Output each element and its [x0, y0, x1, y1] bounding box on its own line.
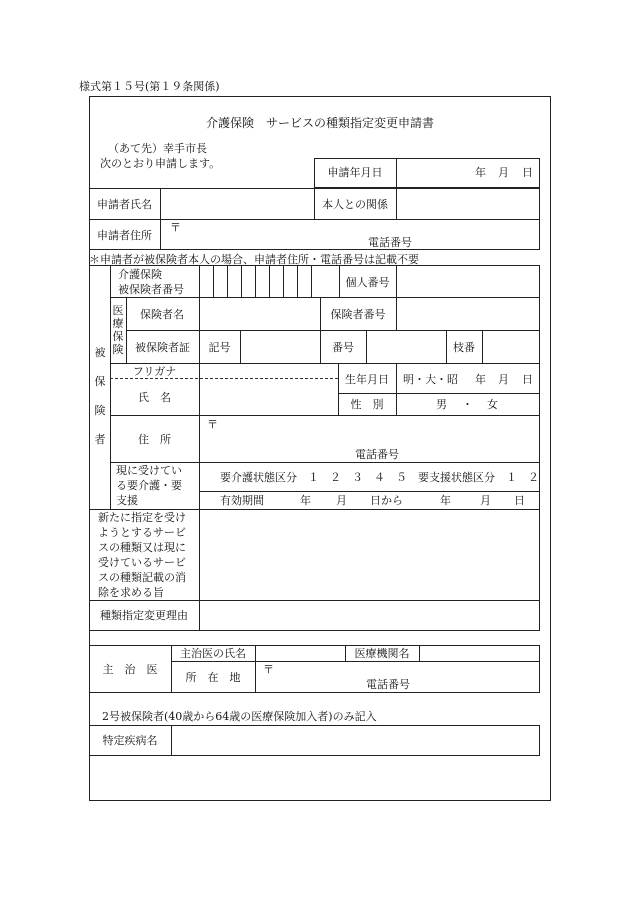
relation-label: 本人との関係 — [322, 198, 388, 211]
physician-phone-label: 電話番号 — [366, 678, 410, 691]
application-year-label: 年 — [475, 166, 486, 179]
type2-note: 2号被保険者(40歳から64歳の医療保険加入者)のみ記入 — [102, 710, 377, 723]
new-designation-field[interactable] — [201, 511, 538, 598]
birth-date-label: 生年月日 — [345, 373, 389, 386]
ltc-number-label-1: 介護保険 — [118, 268, 162, 281]
birth-month-label: 月 — [498, 373, 509, 386]
furigana-label: フリガナ — [132, 365, 177, 378]
form-title: 介護保険 サービスの種類指定変更申請書 — [205, 116, 434, 130]
applicant-name-field[interactable] — [163, 190, 311, 217]
application-date-field[interactable] — [400, 160, 470, 186]
insured-side-label: 被保険者 — [94, 346, 106, 446]
insurer-name-label: 保険者名 — [140, 308, 184, 321]
validity-from-month: 月 — [336, 494, 347, 507]
insured-postal-mark: 〒 — [207, 418, 218, 431]
symbol-field[interactable] — [242, 332, 318, 361]
insured-card-label: 被保険者証 — [135, 341, 190, 354]
insured-phone-label: 電話番号 — [355, 448, 399, 461]
sex-option-male[interactable]: 男 — [436, 398, 447, 411]
validity-to-year: 年 — [440, 494, 451, 507]
care-level-options[interactable]: 要介護状態区分 １ ２ ３ ４ ５ 要支援状態区分 １ ２ — [220, 471, 539, 484]
sex-option-female[interactable]: 女 — [487, 398, 498, 411]
current-care-label-3: 支援 — [116, 494, 138, 507]
intro-text: 次のとおり申請します。 — [100, 157, 221, 170]
application-month-label: 月 — [498, 166, 509, 179]
birth-era-options[interactable]: 明・大・昭 — [403, 373, 458, 386]
disease-field[interactable] — [173, 727, 538, 754]
branch-label: 枝番 — [453, 341, 475, 354]
applicant-address-label: 申請者住所 — [97, 229, 152, 242]
physician-postal-mark: 〒 — [263, 663, 274, 676]
sex-label: 性 別 — [350, 398, 384, 411]
physician-location-label: 所 在 地 — [185, 671, 241, 684]
relation-field[interactable] — [399, 190, 537, 217]
insurer-name-field[interactable] — [202, 299, 318, 328]
physician-location-field[interactable] — [257, 663, 538, 691]
validity-from-day: 日から — [370, 494, 403, 507]
note-text: ＊申請者が被保険者本人の場合、申請者住所・電話番号は記載不要 — [89, 253, 419, 266]
validity-label: 有効期間 — [220, 494, 264, 507]
insured-name-label: 氏 名 — [138, 391, 171, 404]
physician-name-label: 主治医の氏名 — [180, 647, 246, 660]
application-date-label: 申請年月日 — [327, 166, 383, 179]
insured-name-field[interactable] — [201, 380, 336, 413]
validity-to-month: 月 — [480, 494, 491, 507]
disease-label: 特定疾病名 — [102, 734, 158, 747]
furigana-field[interactable] — [201, 364, 336, 377]
applicant-name-label: 申請者氏名 — [97, 198, 152, 211]
form-number: 様式第１５号(第１９条関係) — [79, 80, 220, 93]
ltc-number-field[interactable] — [200, 266, 338, 296]
sex-separator: ・ — [462, 398, 473, 411]
validity-from-year: 年 — [300, 494, 311, 507]
applicant-address-field[interactable] — [163, 221, 537, 248]
insurer-number-label: 保険者番号 — [330, 308, 386, 321]
insurer-number-field[interactable] — [398, 299, 538, 328]
application-day-label: 日 — [522, 166, 533, 179]
institution-field[interactable] — [421, 646, 538, 660]
physician-name-field[interactable] — [257, 646, 343, 660]
birth-day-label: 日 — [522, 373, 533, 386]
validity-to-day: 日 — [514, 494, 525, 507]
number-field[interactable] — [368, 332, 444, 361]
reason-field[interactable] — [201, 602, 538, 629]
individual-number-field[interactable] — [398, 266, 538, 296]
insured-address-field[interactable] — [201, 417, 538, 461]
branch-field[interactable] — [484, 332, 538, 361]
symbol-label: 記号 — [208, 341, 231, 354]
insured-address-label: 住 所 — [138, 433, 171, 446]
medical-side-label: 医療保険 — [112, 304, 124, 356]
applicant-postal-mark: 〒 — [170, 221, 181, 234]
institution-label: 医療機関名 — [354, 647, 410, 660]
birth-year-label: 年 — [475, 373, 486, 386]
physician-side-label: 主 治 医 — [102, 663, 158, 676]
number-label: 番号 — [332, 341, 354, 354]
applicant-phone-label: 電話番号 — [368, 236, 412, 249]
reason-label: 種類指定変更理由 — [100, 609, 188, 622]
ltc-number-label-2: 被保険者番号 — [118, 283, 184, 296]
current-care-label-2: る要介護・要 — [116, 479, 182, 492]
individual-number-label: 個人番号 — [345, 276, 390, 289]
addressee: （あて先）幸手市長 — [108, 142, 207, 155]
current-care-label-1: 現に受けてい — [116, 464, 182, 477]
new-designation-label: 新たに指定を受けようとするサービスの種類又は現に受けているサービスの種類記載の消除を求める旨 — [98, 511, 186, 599]
